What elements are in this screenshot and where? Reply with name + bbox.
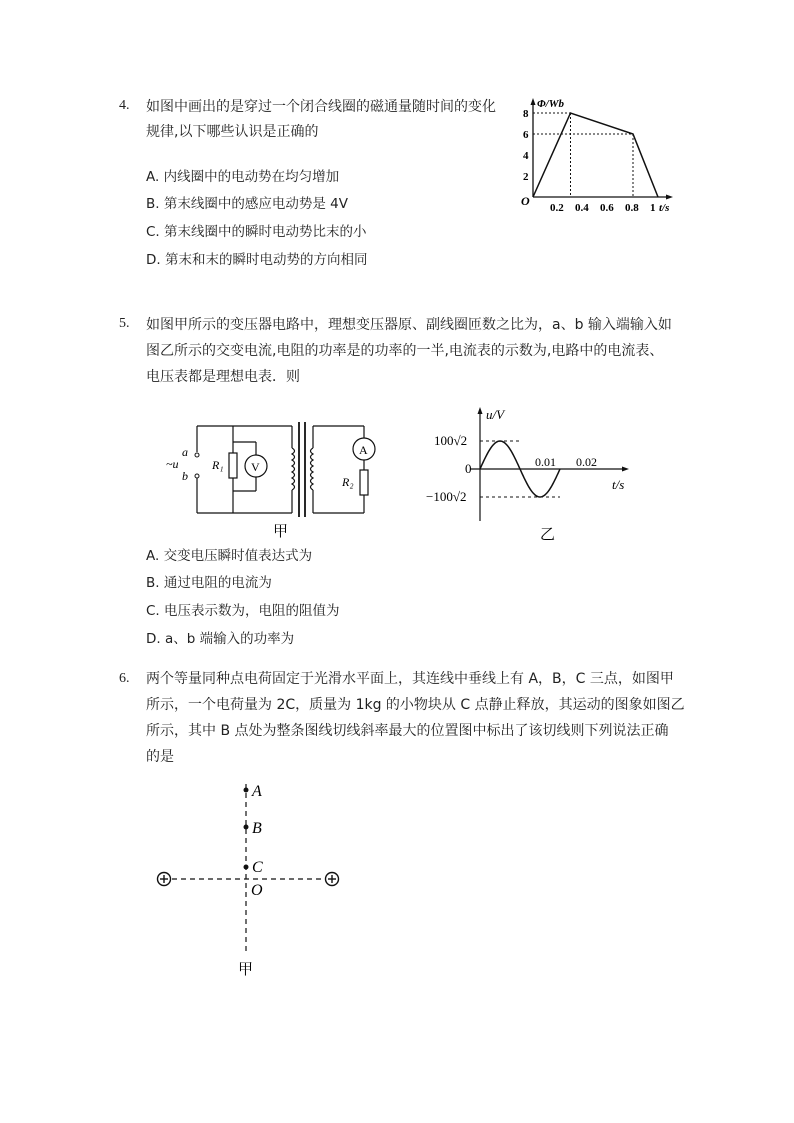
point-b [244, 825, 249, 830]
y-axis-arrow [531, 98, 536, 105]
x-tick-label: 0.8 [625, 202, 639, 214]
y-tick-label: 2 [523, 171, 529, 183]
option-a: A. 交变电压瞬时值表达式为 [146, 548, 313, 564]
question-text-line: 规律,以下哪些认识是正确的 [146, 124, 319, 140]
option-a: A. 内线圈中的电动势在均匀增加 [146, 169, 340, 185]
option-d: D. a、b 端输入的功率为 [146, 631, 295, 647]
y-top-label: 100√2 [434, 433, 468, 448]
x-tick-label: 0.4 [575, 202, 589, 214]
y-axis-label: Φ/Wb [537, 98, 565, 110]
option-b: B. 第末线圈中的感应电动势是 4V [146, 196, 348, 212]
point-c [244, 865, 249, 870]
x-tick-label: 0.6 [600, 202, 614, 214]
option-b: B. 通过电阻的电流为 [146, 575, 272, 591]
r2-resistor [360, 470, 368, 495]
label-a: a [182, 445, 188, 459]
x-axis-label: t/s [612, 477, 625, 492]
terminal-a [195, 453, 199, 457]
option-c: C. 第末线圈中的瞬时电动势比末的小 [146, 224, 367, 240]
wave-caption: 乙 [540, 527, 556, 543]
x-axis-arrow [666, 195, 673, 200]
y-tick-label: 8 [523, 108, 529, 120]
question-number: 6. [119, 671, 130, 686]
x-tick-0.01: 0.01 [535, 455, 556, 469]
flux-time-graph [515, 95, 680, 220]
question-text-line: 电压表都是理想电表．则 [146, 369, 300, 385]
question-text-line: 如图甲所示的变压器电路中，理想变压器原、副线圈匝数之比为，a、b 输入端输入如 [146, 317, 672, 333]
question-number: 4. [119, 98, 130, 113]
question-text-line: 所示，一个电荷量为 2C，质量为 1kg 的小物块从 C 点静止释放，其运动的图象如图乙 [146, 697, 685, 713]
label-r1: R₁ [212, 458, 224, 472]
y-axis-label: u/V [486, 407, 505, 422]
question-text-line: 所示，其中 B 点处为整条图线切线斜率最大的位置图中标出了该切线则下列说法正确 [146, 723, 669, 739]
question-number: 5. [119, 316, 130, 331]
circuit-caption: 甲 [273, 524, 289, 540]
zero-label: 0 [465, 461, 472, 476]
label-o: O [251, 882, 263, 899]
label-c: C [252, 859, 263, 876]
terminal-b [195, 474, 199, 478]
point-charge-right [326, 873, 339, 886]
point-a [244, 788, 249, 793]
ac-voltage-wave-graph [420, 403, 635, 545]
transformer-circuit-diagram [160, 418, 385, 543]
option-d: D. 第末和末的瞬时电动势的方向相同 [146, 252, 368, 268]
label-b: b [182, 469, 188, 483]
label-ammeter: A [359, 443, 368, 457]
label-b: B [252, 820, 262, 837]
question-text-line: 两个等量同种点电荷固定于光滑水平面上，其连线中垂线上有 A，B，C 三点，如图甲 [146, 671, 674, 687]
x-tick-label: 0.2 [550, 202, 564, 214]
y-tick-label: 4 [523, 150, 529, 162]
r1-resistor [229, 453, 237, 478]
x-tick-0.02: 0.02 [576, 455, 597, 469]
question-text-line: 的是 [146, 749, 174, 765]
point-charge-diagram [150, 778, 350, 978]
question-text-line: 如图中画出的是穿过一个闭合线圈的磁通量随时间的变化 [146, 99, 496, 115]
label-voltmeter: V [251, 460, 260, 474]
secondary-coil [311, 448, 314, 490]
y-tick-label: 6 [523, 129, 529, 141]
question-text-line: 图乙所示的交变电流,电阻的功率是的功率的一半,电流表的示数为,电路中的电流表、 [146, 343, 664, 359]
x-tick-label: 1 [650, 202, 656, 214]
label-r2: R₂ [342, 475, 354, 489]
origin-label: O [521, 194, 530, 208]
label-a: A [252, 783, 262, 800]
flux-line [533, 113, 658, 197]
option-c: C. 电压表示数为，电阻的阻值为 [146, 603, 340, 619]
primary-coil [292, 448, 295, 490]
figure-caption: 甲 [238, 962, 254, 978]
x-axis-label: t/s [659, 202, 670, 214]
label-u: ~u [166, 457, 179, 471]
y-bottom-label: −100√2 [426, 489, 467, 504]
point-charge-left [158, 873, 171, 886]
